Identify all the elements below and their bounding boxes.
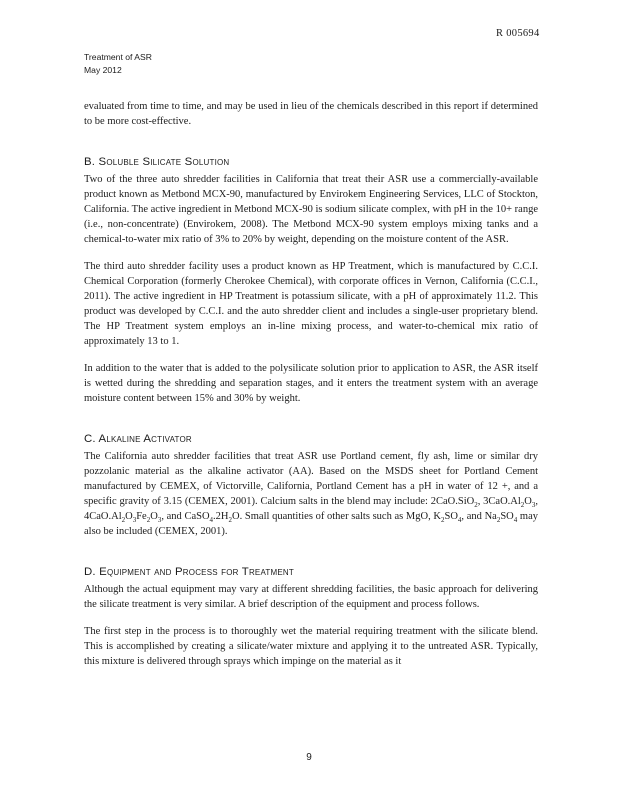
section-c-paragraph-1: The California auto shredder facilities that treat ASR use Portland cement, fly ash, lime or similar dry pozzolanic material as the alkaline activator (AA). Based on the MSDS sheet for Portland Cement manufactured by CEMEX, of Victorville, California, Portland Cement has a pH in water of 12 +, and a specific gravity of 3.15 (CEMEX, 2001). Calcium salts in the blend may include: 2CaO.SiO$_2$, $3CaO.Al_2O_3$, $4CaO.Al_2O_3Fe_2O_3$, and $CaSO_4.2H_2O$. Small quantities of other salts such as MgO, $K_2SO_4$, and $Na_2SO_4$ may also be included (CEMEX, 2001). (84, 451, 538, 537)
page-number: 9 (306, 752, 312, 763)
section-b-paragraph-2: The third auto shredder facility uses a product known as HP Treatment, which is manufactured by C.C.I. Chemical Corporation (formerly Cherokee Chemical), with corporate offices in Vernon, California (C.C.I., 2011). The active ingredient in HP Treatment is potassium silicate, with a pH of approximately 11.2. This product was developed by C.C.I. and the auto shredder client and includes a single-user proprietary blend. The HP Treatment system employs an in-line mixing process, and water-to-chemical mix ratio of approximately 13 to 1. (84, 261, 538, 347)
document-body (84, 99, 538, 681)
section-c-heading: C. Alkaline Activator (84, 433, 192, 445)
section-d-paragraph-2: The first step in the process is to thoroughly wet the material requiring treatment with the silicate blend. This is accomplished by creating a silicate/water mixture and applying it to the untreated ASR. Typically, this mixture is delivered through sprays which impinge on the material as it (84, 626, 538, 667)
section-d-heading: D. Equipment and Process for Treatment (84, 566, 294, 578)
section-b-heading: B. Soluble Silicate Solution (84, 156, 230, 168)
header-title: Treatment of ASR (84, 52, 152, 62)
section-b-paragraph-1: Two of the three auto shredder facilities in California that treat their ASR use a commercially-available product known as Metbond MCX-90, manufactured by Envirokem Engineering Services, LLC of Stockton, California. The active ingredient in Metbond MCX-90 is sodium silicate complex, with pH in the 10+ range (i.e., non-concentrate) (Envirokem, 2008). The Metbond MCX-90 system employs mixing tanks and a chemical-to-water mix ratio of 3% to 20% by weight, depending on the moisture content of the ASR. (84, 174, 538, 245)
intro-paragraph: evaluated from time to time, and may be used in lieu of the chemicals described in this report if determined to be more cost-effective. (84, 101, 538, 127)
bates-number: R 005694 (496, 28, 540, 39)
header-date: May 2012 (84, 65, 122, 75)
section-d-paragraph-1: Although the actual equipment may vary at different shredding facilities, the basic approach for delivering the silicate treatment is very similar. A brief description of the equipment and process follows. (84, 584, 538, 610)
running-header (84, 51, 152, 77)
section-b-paragraph-3: In addition to the water that is added to the polysilicate solution prior to application to ASR, the ASR itself is wetted during the shredding and separation stages, and it enters the treatment system with an average moisture content between 15% and 30% by weight. (84, 363, 538, 404)
